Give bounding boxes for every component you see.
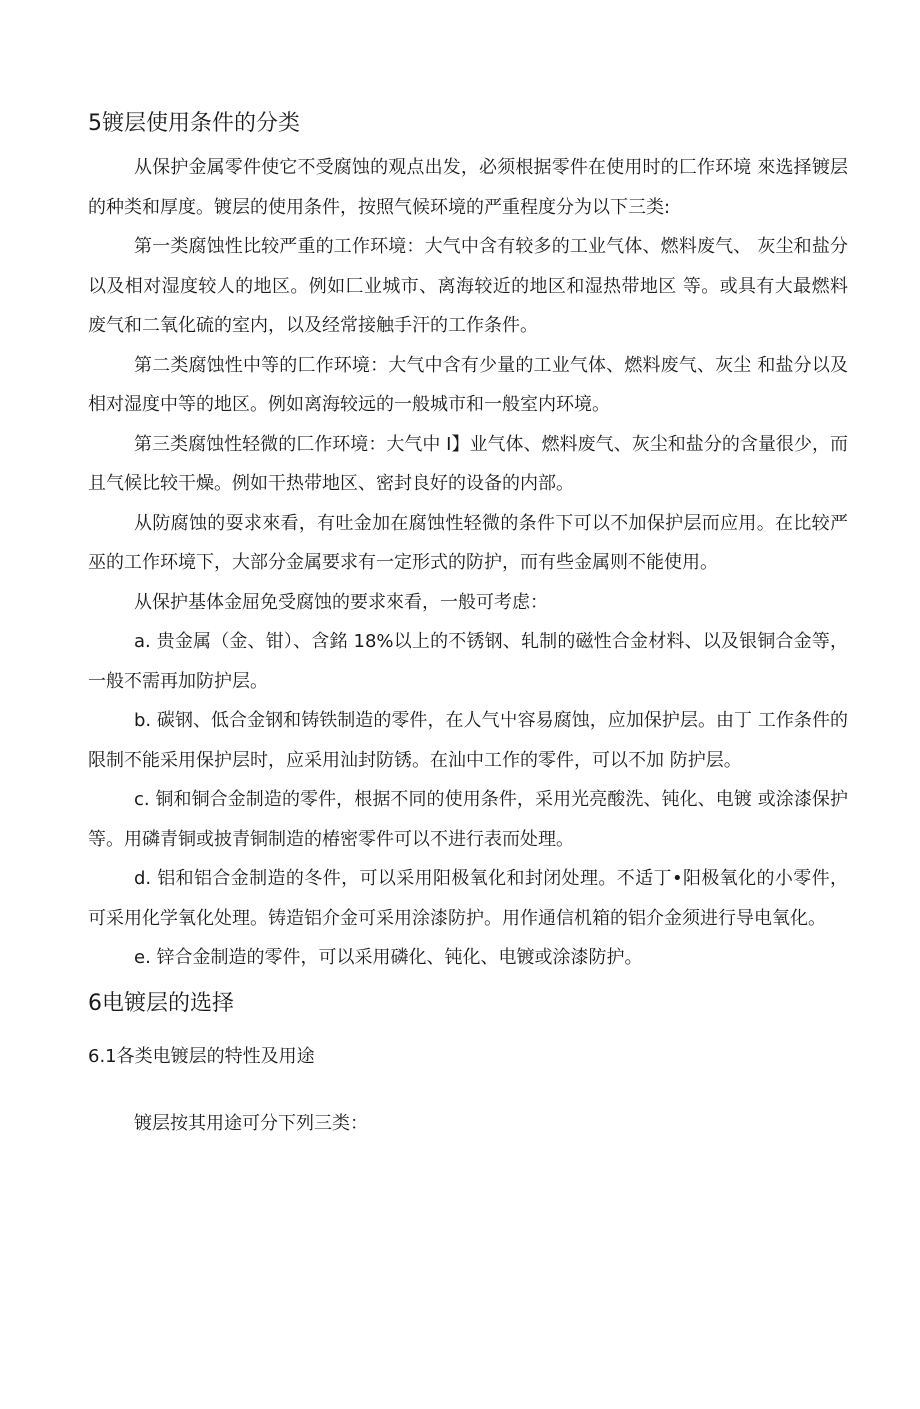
paragraph-class-1: 第一类腐蚀性比较严重的工作环境：大气中含有较多的工业气体、燃料废气、 灰尘和盐分以及相对湿度较人的地区。例如匚业城市、离海较近的地区和湿热带地区 等。或具有大最燃料废气和二氧化硫的室内，以及经常接触手汗的工作条件。 <box>88 236 848 336</box>
paragraph-item-e: e. 锌合金制造的零件，可以采用磷化、钝化、电镀或涂漆防护。 <box>134 947 643 968</box>
paragraph-class-3: 第三类腐蚀性轻微的匚作环境：大气中 I】业气体、燃料废气、灰尘和盐分的含量很少，而且气候比较干燥。例如干热带地区、密封良好的设备的内部。 <box>88 433 848 494</box>
document-body <box>88 104 848 1143</box>
paragraph-plating-classes: 镀层按其用途可分下列三类： <box>134 1112 368 1134</box>
section-6-heading: 6电镀层的选择 <box>88 990 234 1016</box>
paragraph-requirements: 从防腐蚀的耍求來看，有吐金加在腐蚀性轻微的条件下可以不加保护层而应用。在比较严巫的工作环境下，大部分金属要求有一定形式的防护，而有些金属则不能使用。 <box>88 512 848 573</box>
paragraph-item-b: b. 碳钢、低合金钢和铸铁制造的零件，在人气屮容易腐蚀，应加保护层。由丁 工作条件的限制不能采用保护层时，应采用汕封防锈。在汕中工作的零件，可以不加 防护层。 <box>88 710 848 771</box>
paragraph-item-c: c. 铜和铜合金制造的零件，根据不同的使用条件，采用光亮酸洗、钝化、电镀 或涂漆保护等。用磷青铜或披青铜制造的椿密零件可以不进行表而处理。 <box>88 789 848 850</box>
section-6-1-heading: 6.1各类电镀层的特性及用途 <box>88 1045 315 1067</box>
section-5-heading: 5镀层使用条件的分类 <box>88 111 300 136</box>
paragraph-intro: 从保护金属零件使它不受腐蚀的观点出发，必须根据零件在使用时的匚作环境 來选择镀层的种类和厚度。镀层的使用条件，按照气候环境的严重程度分为以下三类: <box>88 157 848 218</box>
paragraph-class-2: 第二类腐蚀性中等的匚作环境：大气中含有少量的工业气体、燃料废气、灰尘 和盐分以及相对湿度中等的地区。例如离海较远的一般城市和一般室内环境。 <box>88 354 848 415</box>
paragraph-considerations: 从保护基体金屈免受腐蚀的要求來看，一般可考虑： <box>134 591 548 613</box>
paragraph-item-a: a. 贵金属（金、钳）、含銘 18%以上的不锈钢、轧制的磁性合金材料、以及银铜合金等，一般不需再加防护层。 <box>88 631 848 692</box>
paragraph-item-d: d. 铝和铝合金制造的冬件，可以采用阳极氧化和封闭处理。不适丁•阳极氧化的小零件，可采用化学氧化处理。铸造铝介金可采用涂漆防护。用作通信机箱的铝介金须进行导电氧化。 <box>88 868 848 929</box>
